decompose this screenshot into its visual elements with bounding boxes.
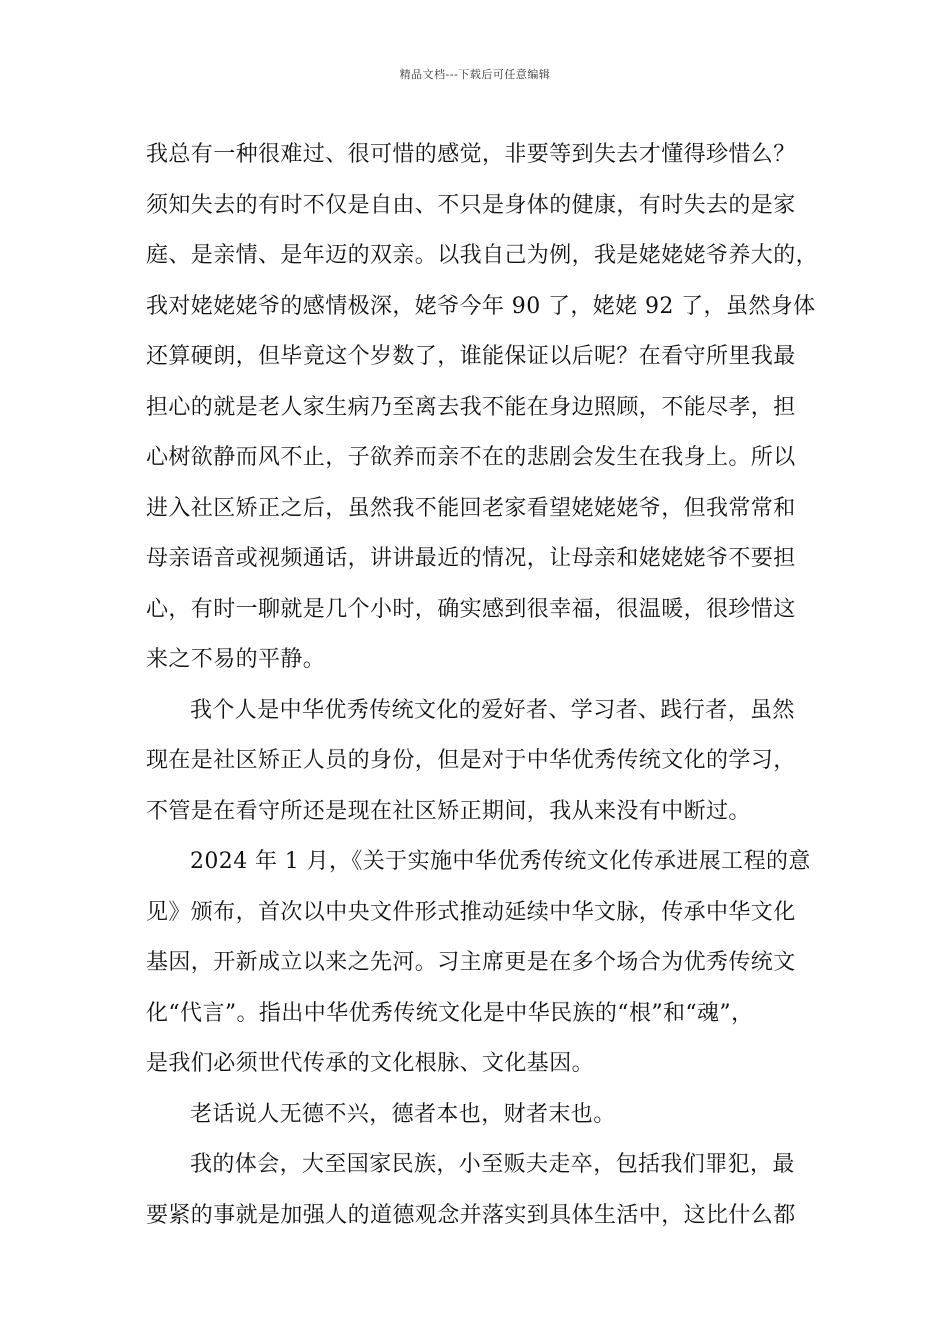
paragraph-start-line: 2024 年 1 月，《关于实施中华优秀传统文化传承进展工程的意 xyxy=(190,849,811,874)
text-line: 心树欲静而风不止，子欲养而亲不在的悲剧会发生在我身上。所以 xyxy=(146,445,796,470)
page-header: 精品文档---下载后可任意编辑 xyxy=(399,68,551,81)
text-line: 我总有一种很难过、很可惜的感觉，非要等到失去才懂得珍惜么？ xyxy=(146,142,796,167)
text-line: 见》颁布，首次以中央文件形式推动延续中华文脉，传承中华文化 xyxy=(146,899,796,925)
text-line: 要紧的事就是加强人的道德观念并落实到具体生活中，这比什么都 xyxy=(146,1202,796,1228)
text-line: 不管是在看守所还是现在社区矫正期间，我从来没有中断过。 xyxy=(146,798,751,824)
text-line: 化“代言”。指出中华优秀传统文化是中华民族的“根”和“魂”， xyxy=(146,1000,754,1026)
text-line: 庭、是亲情、是年迈的双亲。以我自己为例，我是姥姥姥爷养大的， xyxy=(146,243,819,268)
text-line: 是我们必须世代传承的文化根脉、文化基因。 xyxy=(146,1051,595,1076)
paragraph-start-line: 我的体会，大至国家民族，小至贩夫走卒，包括我们罪犯，最 xyxy=(190,1152,795,1177)
text-line: 我对姥姥姥爷的感情极深，姥爷今年 90 了，姥姥 92 了，虽然身体 xyxy=(146,293,816,319)
text-line: 来之不易的平静。 xyxy=(146,647,326,672)
text-line: 担心的就是老人家生病乃至离去我不能在身边照顾，不能尽孝，担 xyxy=(146,394,796,420)
text-line: 现在是社区矫正人员的身份，但是对于中华优秀传统文化的学习， xyxy=(146,748,796,773)
text-line: 母亲语音或视频通话，讲讲最近的情况，让母亲和姥姥姥爷不要担 xyxy=(146,546,796,571)
text-line: 心，有时一聊就是几个小时，确实感到很幸福，很温暖，很珍惜这 xyxy=(146,596,796,622)
text-line: 还算硬朗，但毕竟这个岁数了，谁能保证以后呢？在看守所里我最 xyxy=(146,344,796,369)
text-line: 基因，开新成立以来之先河。习主席更是在多个场合为优秀传统文 xyxy=(146,950,796,975)
text-line: 进入社区矫正之后，虽然我不能回老家看望姥姥姥爷，但我常常和 xyxy=(146,495,796,521)
paragraph-start-line: 我个人是中华优秀传统文化的爱好者、学习者、践行者，虽然 xyxy=(190,697,795,723)
body-text xyxy=(146,130,826,1241)
text-line: 须知失去的有时不仅是自由、不只是身体的健康，有时失去的是家 xyxy=(146,192,796,218)
paragraph-start-line: 老话说人无德不兴，德者本也，财者末也。 xyxy=(190,1101,616,1127)
